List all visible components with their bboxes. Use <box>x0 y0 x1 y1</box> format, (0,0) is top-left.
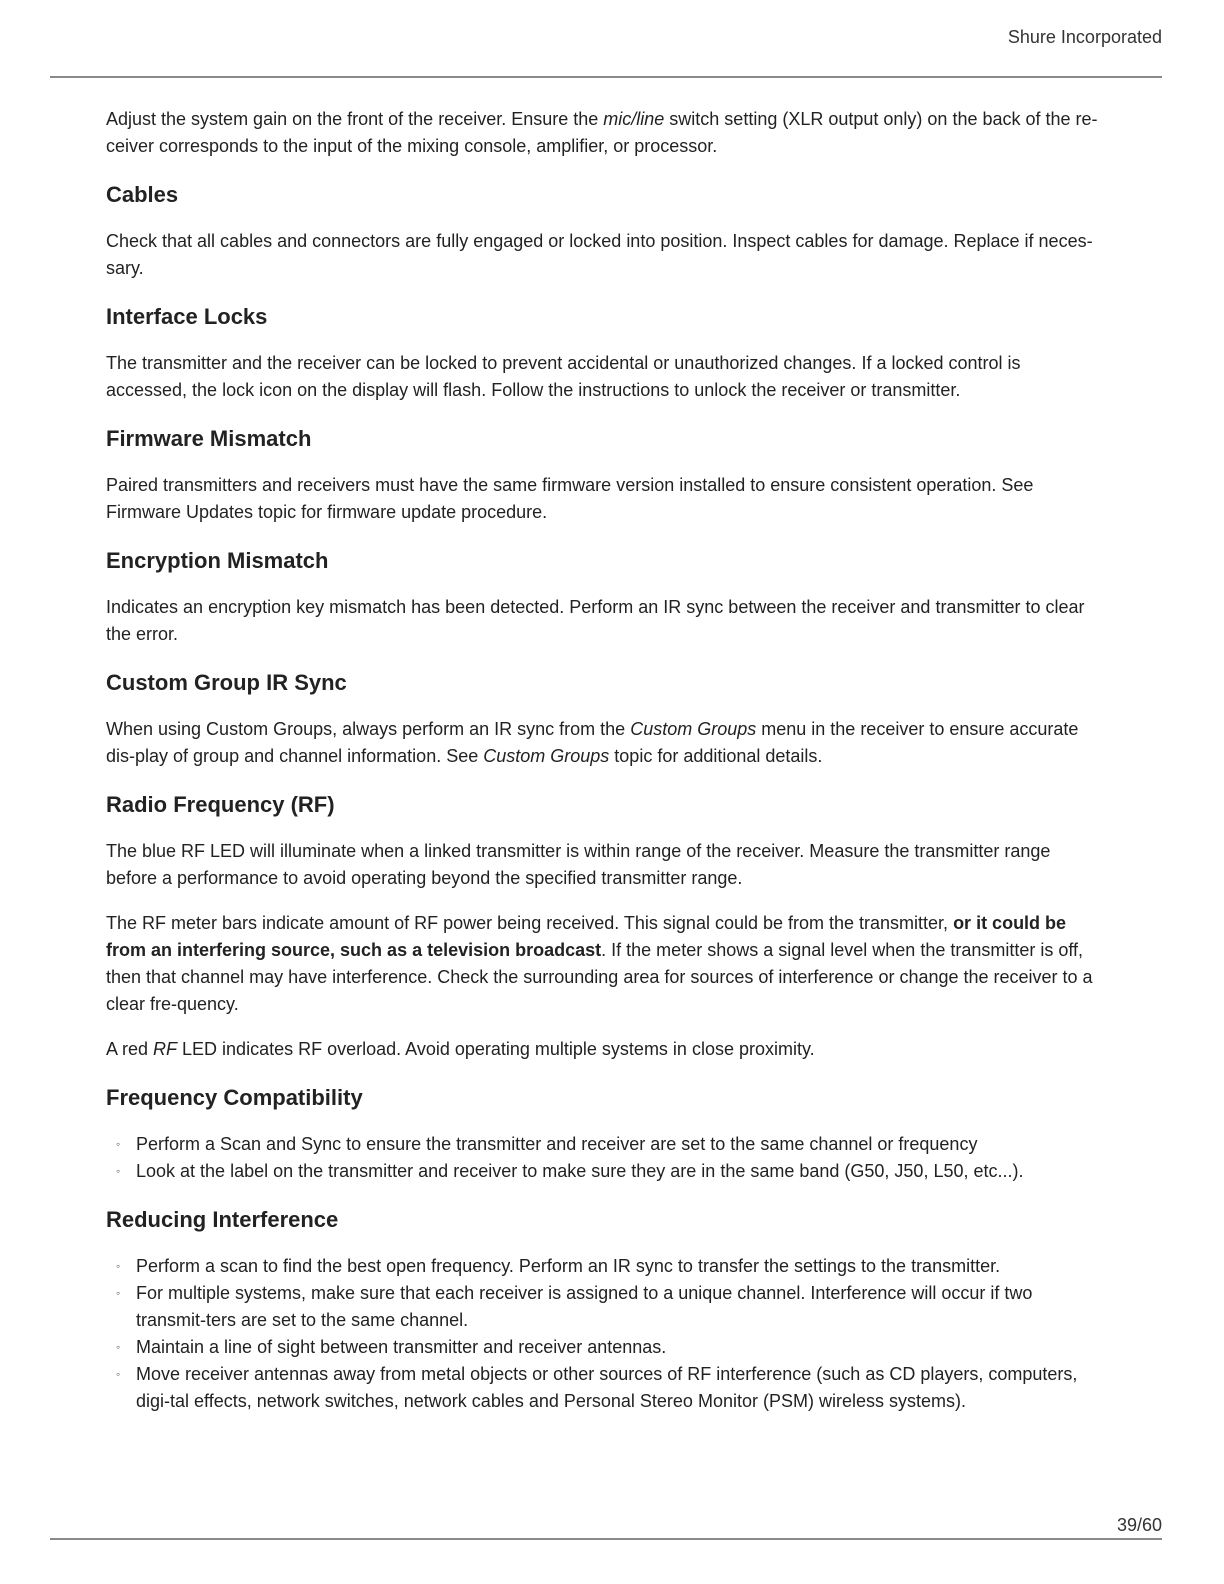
text-run: switch setting (XLR output only) on the back of the re-ceiver corresponds to the input of the mixing console, amplifier, or processor. <box>106 109 1098 156</box>
list-item <box>116 1253 1106 1280</box>
page-number: 39/60 <box>1116 1515 1162 1535</box>
strong-text: or it could be from an interfering source, such as a television broadcast <box>106 913 1067 960</box>
text-run: Adjust the system gain on the front of the receiver. Ensure the <box>106 109 604 129</box>
text-run: The RF meter bars indicate amount of RF power being received. This signal could be from the transmitter, <box>106 913 954 933</box>
text-run: A red <box>106 1039 154 1059</box>
text-run: . If the meter shows a signal level when the transmitter is off, then that channel may have interference. Check the surrounding area for sources of interference or change the receiver to a clear fre-quency. <box>106 940 1093 1014</box>
bullet-icon: ◦ <box>116 1286 121 1300</box>
list-item-text: Perform a scan to find the best open frequency. Perform an IR sync to transfer the settings to the transmitter. <box>136 1256 1001 1276</box>
section-title-interface-locks: Interface Locks <box>106 304 268 329</box>
header-company: Shure Incorporated <box>1007 27 1162 47</box>
rf-paragraph-1: The blue RF LED will illuminate when a linked transmitter is within range of the receiver. Measure the transmitter range before a performance to avoid operating beyond the specified transmitter range. <box>106 841 1051 888</box>
section-title-cables: Cables <box>106 182 179 207</box>
emphasis: Custom Groups <box>483 746 610 766</box>
list-item <box>116 1158 1106 1185</box>
emphasis: Custom Groups <box>630 719 757 739</box>
text-run: topic for additional details. <box>609 746 823 766</box>
section-title-radio-frequency: Radio Frequency (RF) <box>106 792 335 817</box>
custom-group-paragraph <box>106 716 1106 770</box>
cables-paragraph: Check that all cables and connectors are fully engaged or locked into position. Inspect cables for damage. Replace if neces-sary. <box>106 231 1093 278</box>
list-item-text: For multiple systems, make sure that each receiver is assigned to a unique channel. Interference will occur if two transmit-ters are set to the same channel. <box>136 1283 1033 1330</box>
document-body <box>106 106 1106 1435</box>
list-item-text: Maintain a line of sight between transmitter and receiver antennas. <box>136 1337 667 1357</box>
bullet-icon: ◦ <box>116 1340 121 1354</box>
bullet-icon: ◦ <box>116 1367 121 1381</box>
list-item <box>116 1334 1106 1361</box>
section-title-frequency-compatibility: Frequency Compatibility <box>106 1085 363 1110</box>
section-title-custom-group-ir-sync: Custom Group IR Sync <box>106 670 347 695</box>
rf-paragraph-3 <box>106 1036 1106 1063</box>
section-title-reducing-interference: Reducing Interference <box>106 1207 339 1232</box>
header-divider <box>50 76 1162 78</box>
list-item-text: Move receiver antennas away from metal objects or other sources of RF interference (such as CD players, computers, digi-tal effects, network switches, network cables and Personal Stereo Monitor (PSM) wireless systems). <box>136 1364 1078 1411</box>
list-item <box>116 1131 1106 1158</box>
firmware-paragraph: Paired transmitters and receivers must have the same firmware version installed to ensure consistent operation. See Firmware Updates topic for firmware update procedure. <box>106 475 1034 522</box>
list-item-text: Perform a Scan and Sync to ensure the transmitter and receiver are set to the same channel or frequency <box>136 1134 978 1154</box>
list-item <box>116 1361 1106 1415</box>
emphasis: mic/line <box>603 109 665 129</box>
emphasis: RF <box>153 1039 178 1059</box>
bullet-icon: ◦ <box>116 1164 121 1178</box>
rf-paragraph-2 <box>106 910 1106 1018</box>
intro-paragraph <box>106 106 1106 160</box>
section-title-firmware-mismatch: Firmware Mismatch <box>106 426 312 451</box>
list-item <box>116 1280 1106 1334</box>
text-run: menu in the receiver to ensure accurate dis-play of group and channel information. See <box>106 719 1079 766</box>
frequency-compatibility-list <box>106 1131 1106 1185</box>
interface-locks-paragraph: The transmitter and the receiver can be locked to prevent accidental or unauthorized changes. If a locked control is accessed, the lock icon on the display will flash. Follow the instructions to unlock the receiver or transmitter. <box>106 353 1021 400</box>
bullet-icon: ◦ <box>116 1259 121 1273</box>
text-run: When using Custom Groups, always perform an IR sync from the <box>106 719 631 739</box>
encryption-paragraph: Indicates an encryption key mismatch has been detected. Perform an IR sync between the receiver and transmitter to clear the error. <box>106 597 1085 644</box>
list-item-text: Look at the label on the transmitter and receiver to make sure they are in the same band (G50, J50, L50, etc...). <box>136 1161 1024 1181</box>
footer-divider <box>50 1538 1162 1540</box>
section-title-encryption-mismatch: Encryption Mismatch <box>106 548 329 573</box>
bullet-icon: ◦ <box>116 1137 121 1151</box>
reducing-interference-list <box>106 1253 1106 1415</box>
text-run: LED indicates RF overload. Avoid operating multiple systems in close proximity. <box>177 1039 815 1059</box>
